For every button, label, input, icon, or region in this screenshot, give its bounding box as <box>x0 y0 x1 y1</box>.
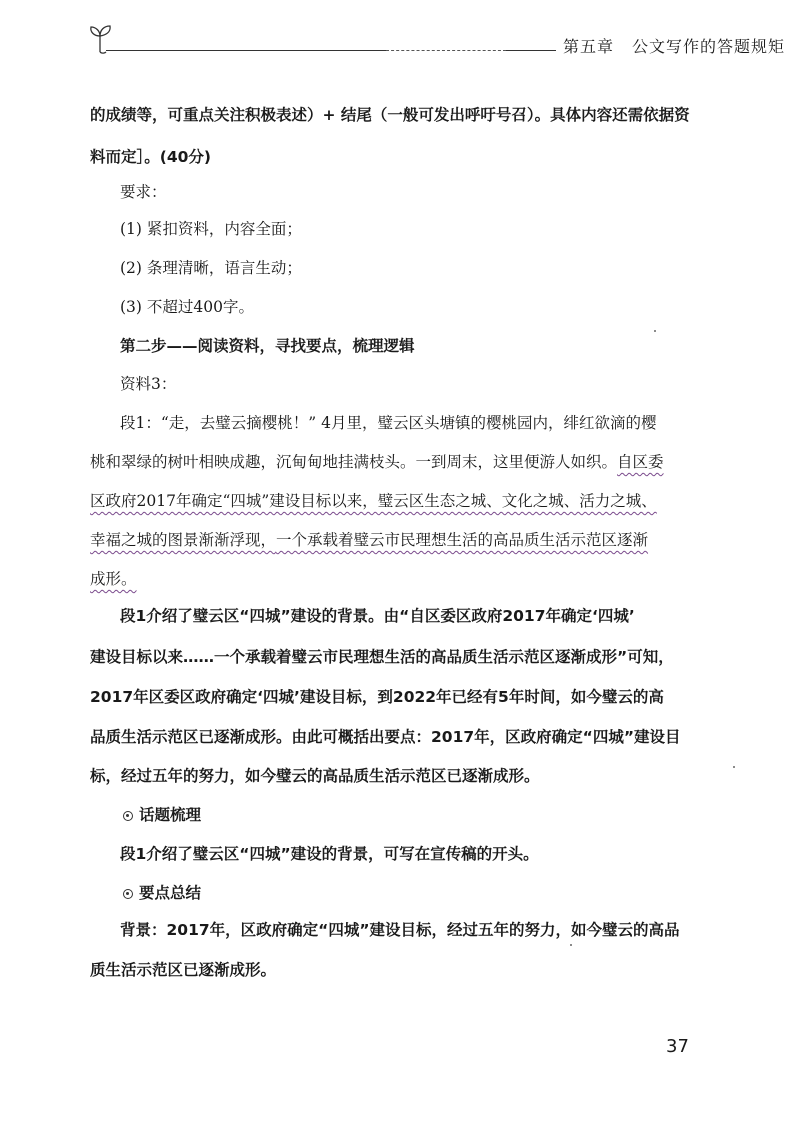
underlined-text: 自区委 <box>617 453 664 471</box>
chapter-number: 第五章 <box>563 37 615 56</box>
scan-speck <box>654 330 656 332</box>
material-label: 资料3： <box>120 375 177 393</box>
chapter-title <box>563 34 785 57</box>
requirement-item: (3) 不超过400字。 <box>120 298 254 316</box>
header-rule <box>106 50 386 51</box>
material-line <box>90 528 648 550</box>
page-number: 37 <box>666 1036 689 1057</box>
circle-bullet-icon <box>123 811 133 821</box>
analysis-line: 段1介绍了璧云区“四城”建设的背景。由“自区委区政府2017年确定‘四城’ <box>120 607 635 625</box>
topic-heading <box>123 803 201 825</box>
topic-label: 话题梳理 <box>139 806 202 824</box>
summary-label: 要点总结 <box>139 884 202 902</box>
summary-line: 质生活示范区已逐渐成形。 <box>90 961 277 979</box>
material-text: 桃和翠绿的树叶相映成趣，沉甸甸地挂满枝头。一到周末，这里便游人如织。 <box>90 453 618 471</box>
chapter-name: 公文写作的答题规矩 <box>632 37 786 56</box>
topic-text: 段1介绍了璧云区“四城”建设的背景，可写在宣传稿的开头。 <box>120 845 539 863</box>
circle-bullet-icon <box>123 889 133 899</box>
analysis-line: 标，经过五年的努力，如今璧云的高品质生活示范区已逐渐成形。 <box>90 767 540 785</box>
requirement-item: (2) 条理清晰，语言生动； <box>120 259 302 277</box>
underlined-text: 幸福之城的图景渐渐浮现， <box>90 531 277 549</box>
material-line <box>90 450 664 472</box>
analysis-line: 2017年区委区政府确定‘四城’建设目标，到2022年已经有5年时间，如今璧云的高 <box>90 688 664 706</box>
analysis-line: 建设目标以来……一个承载着璧云市民理想生活的高品质生活示范区逐渐成形”可知， <box>90 648 674 666</box>
material-line: 段1：“走，去璧云摘樱桃！” 4月里，璧云区头塘镇的樱桃园内，绯红欲滴的樱 <box>120 414 657 432</box>
step-heading: 第二步——阅读资料，寻找要点，梳理逻辑 <box>120 337 415 355</box>
scan-speck <box>733 766 735 768</box>
running-header <box>88 22 786 62</box>
paragraph-line: 料而定］。(40分) <box>90 148 211 166</box>
analysis-line: 品质生活示范区已逐渐成形。由此可概括出要点：2017年，区政府确定“四城”建设目 <box>90 728 681 746</box>
underlined-line: 区政府2017年确定“四城”建设目标以来，璧云区生态之城、文化之城、活力之城、 <box>90 492 657 510</box>
header-rule-end <box>506 50 556 51</box>
requirement-item: (1) 紧扣资料，内容全面； <box>120 220 302 238</box>
paragraph-line: 的成绩等，可重点关注积极表述）+ 结尾（一般可发出呼吁号召）。具体内容还需依据资 <box>90 106 690 124</box>
requirements-label: 要求： <box>120 183 167 201</box>
underlined-line: 成形。 <box>90 570 137 588</box>
header-rule-dashed <box>386 50 506 51</box>
summary-heading <box>123 881 201 903</box>
underlined-text: 一个承载着璧云市民理想生活的高品质生活示范区逐渐 <box>276 531 649 549</box>
summary-line: 背景：2017年，区政府确定“四城”建设目标，经过五年的努力，如今璧云的高品 <box>120 921 680 939</box>
scan-speck <box>570 944 572 946</box>
